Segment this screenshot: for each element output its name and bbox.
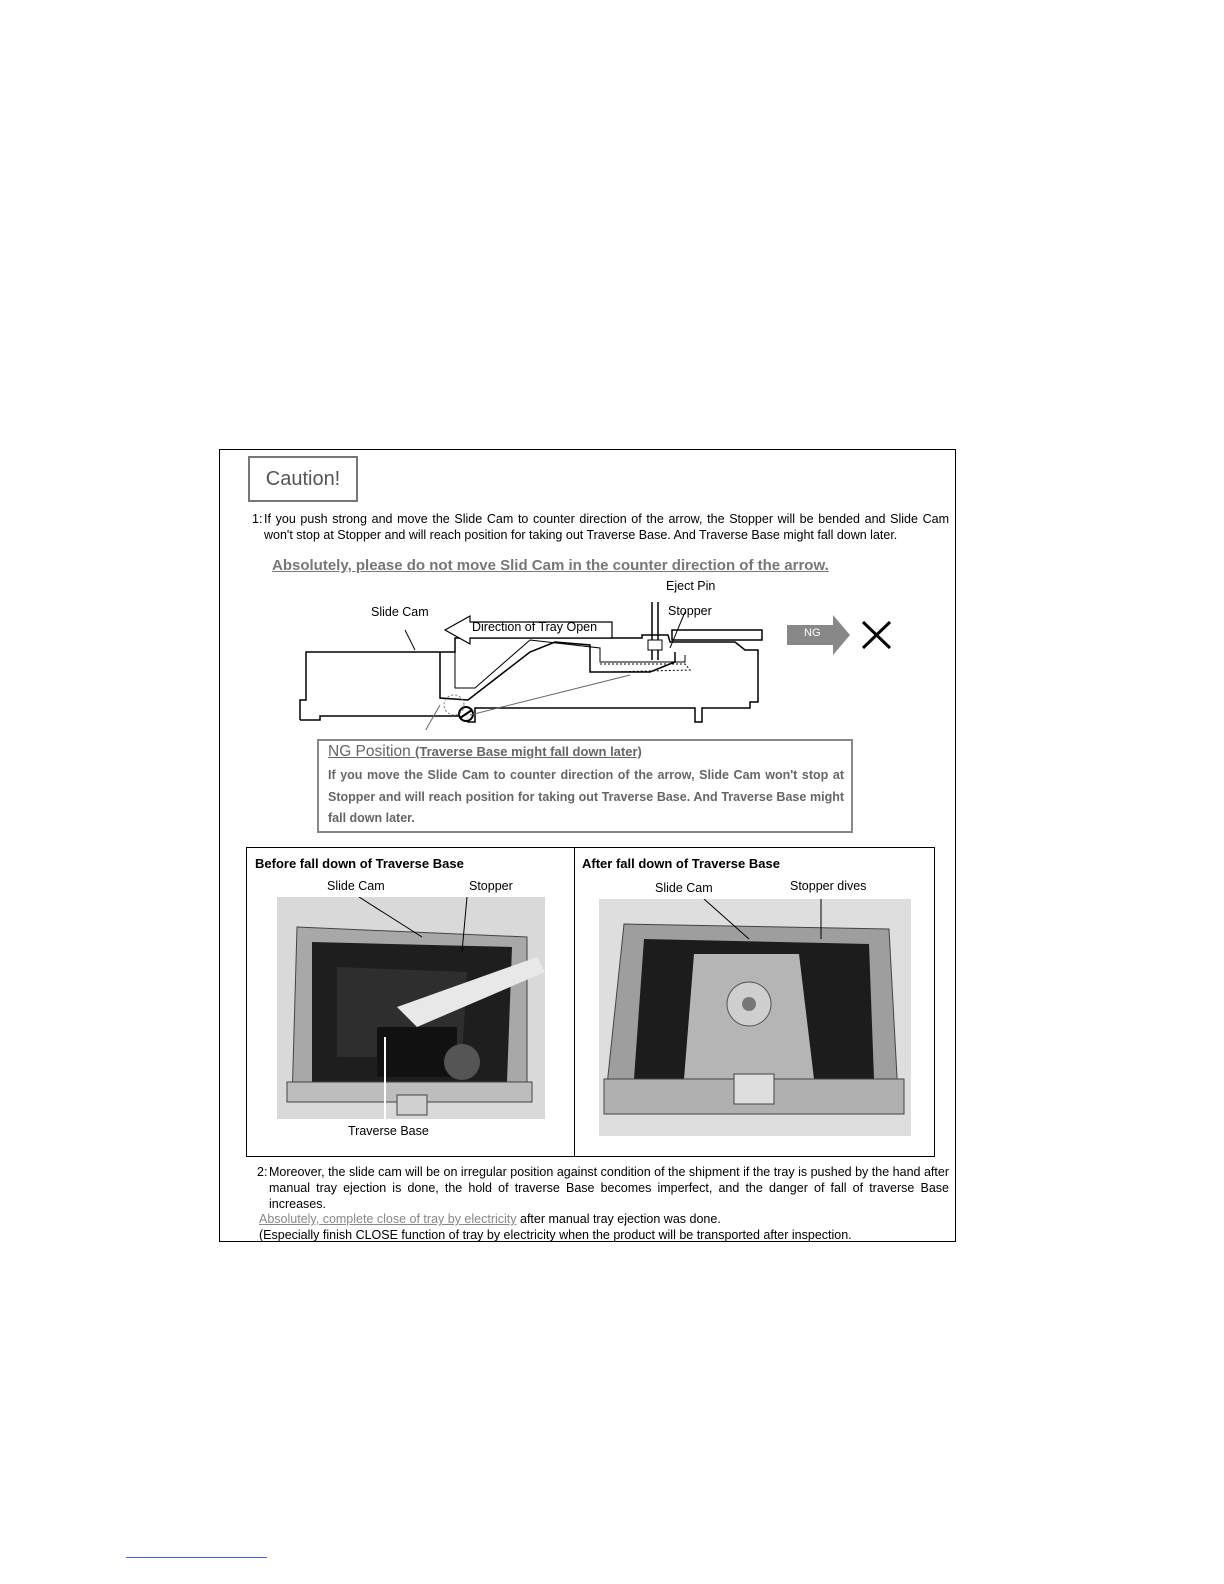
before-photo [277, 897, 545, 1119]
footer-rule [126, 1557, 267, 1558]
before-traverse-base: Traverse Base [348, 1124, 429, 1138]
note-2-last: (Especially finish CLOSE function of tray by electricity when the product will be transported after inspection. [259, 1228, 852, 1242]
dotted-channel [600, 664, 690, 672]
ng-title-text: NG Position [328, 743, 411, 760]
label-eject-pin: Eject Pin [666, 579, 716, 593]
caution-title: Caution! [248, 456, 358, 502]
note-2-warning-rest: after manual tray ejection was done. [516, 1212, 721, 1226]
ng-text: If you move the Slide Cam to counter direction of the arrow, Slide Cam won't stop at Stopper and will reach position for taking out Traverse Base. And Traverse Base might fall down later. [328, 768, 844, 825]
photo-divider [574, 847, 575, 1157]
after-stopper: Stopper dives [790, 879, 867, 893]
note-1-text: If you push strong and move the Slide Cam to counter direction of the arrow, the Stopper will be bended and Slide Cam won't stop at Stopper and will reach position for taking out Traverse Base. And Traverse Base might fall down later. [264, 512, 949, 542]
label-direction: Direction of Tray Open [472, 620, 598, 634]
after-photo [599, 899, 911, 1136]
label-slide-cam: Slide Cam [371, 605, 429, 619]
note-2 [259, 1164, 949, 1212]
ng-title [328, 743, 642, 761]
ng-subtitle: (Traverse Base might fall down later) [415, 744, 642, 759]
label-ng: NG [804, 627, 821, 639]
label-stopper: Stopper [668, 604, 712, 618]
note-2-warning: Absolutely, complete close of tray by electricity [259, 1212, 517, 1226]
before-slide-cam: Slide Cam [327, 879, 385, 893]
ng-x-icon [863, 622, 890, 648]
ng-position-box [317, 739, 853, 833]
cam-slot [440, 642, 675, 700]
note-2-number: 2: [257, 1165, 268, 1179]
before-stopper: Stopper [469, 879, 513, 893]
note-2-warning-line [259, 1211, 949, 1227]
note-1-number: 1: [252, 512, 263, 526]
before-heading: Before fall down of Traverse Base [255, 856, 464, 871]
note-2-text: Moreover, the slide cam will be on irregular position against condition of the shipment if the tray is pushed by the hand after manual tray ejection is done, the hold of traverse Base becomes imperfect, and the danger of fall of traverse Base increases. [269, 1165, 949, 1211]
note-1 [252, 511, 949, 543]
after-slide-cam: Slide Cam [655, 881, 713, 895]
after-heading: After fall down of Traverse Base [582, 856, 780, 871]
slide-cam-body [300, 635, 758, 722]
note-1-warning: Absolutely, please do not move Slid Cam in the counter direction of the arrow. [272, 557, 829, 574]
